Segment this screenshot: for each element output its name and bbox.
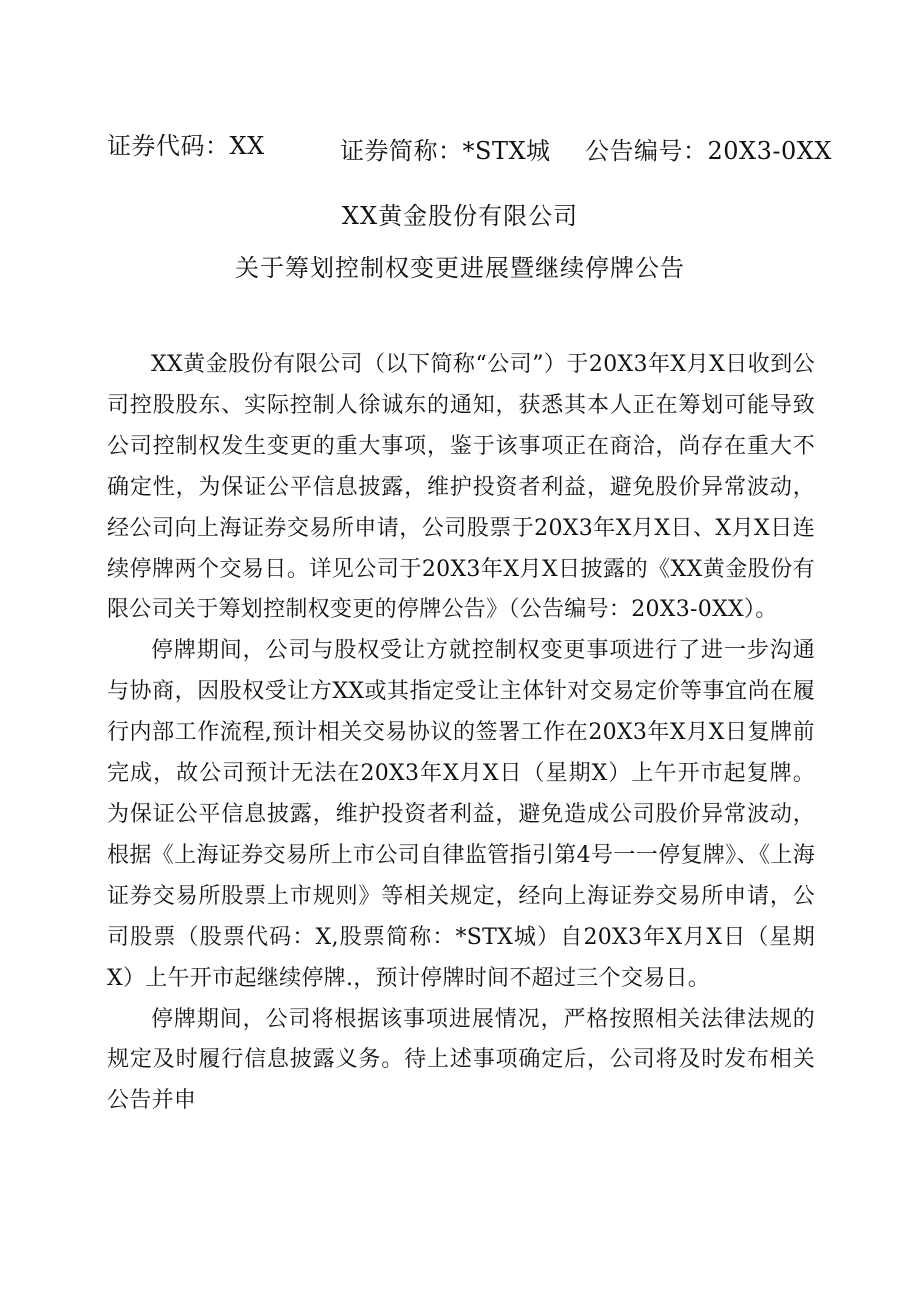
announcement-title: 关于筹划控制权变更进展暨继续停牌公告: [235, 254, 685, 282]
securities-code: 证券代码：XX: [107, 132, 265, 160]
securities-short-name: 证券简称：*STX城: [340, 137, 551, 165]
body-paragraph: 停牌期间，公司与股权受让方就控制权变更事项进行了进一步沟通与协商，因股权受让方XX或其指定受让主体针对交易定价等事宜尚在履行内部工作流程,预计相关交易协议的签署工作在20X3年X月X日复牌前完成，故公司预计无法在20X3年X月X日（星期X）上午开市起复牌。为保证公平信息披露，维护投资者利益，避免造成公司股价异常波动，根据《上海证券交易所上市公司自律监管指引第4号一一停复牌》、《上海证券交易所股票上市规则》等相关规定，经向上海证券交易所申请，公司股票（股票代码：X,股票简称：*STX城）自20X3年X月X日（星期X）上午开市起继续停牌.，预计停牌时间不超过三个交易日。: [107, 638, 815, 991]
announcement-body: [107, 345, 815, 1122]
body-paragraph: 停牌期间，公司将根据该事项进展情况，严格按照相关法律法规的规定及时履行信息披露义务。待上述事项确定后，公司将及时发布相关公告并申: [107, 1006, 815, 1114]
company-title: XX黄金股份有限公司: [341, 202, 579, 230]
notice-number: 公告编号：20X3-0XX: [585, 137, 832, 165]
body-paragraph: XX黄金股份有限公司（以下简称“公司”）于20X3年X月X日收到公司控股股东、实际控制人徐诚东的通知，获悉其本人正在筹划可能导致公司控制权发生变更的重大事项，鉴于该事项正在商洽，尚存在重大不确定性，为保证公平信息披露，维护投资者利益，避免股价异常波动，经公司向上海证券交易所申请，公司股票于20X3年X月X日、X月X日连续停牌两个交易日。详见公司于20X3年X月X日披露的《XX黄金股份有限公司关于筹划控制权变更的停牌公告》（公告编号：20X3-0XX）。: [107, 352, 815, 623]
